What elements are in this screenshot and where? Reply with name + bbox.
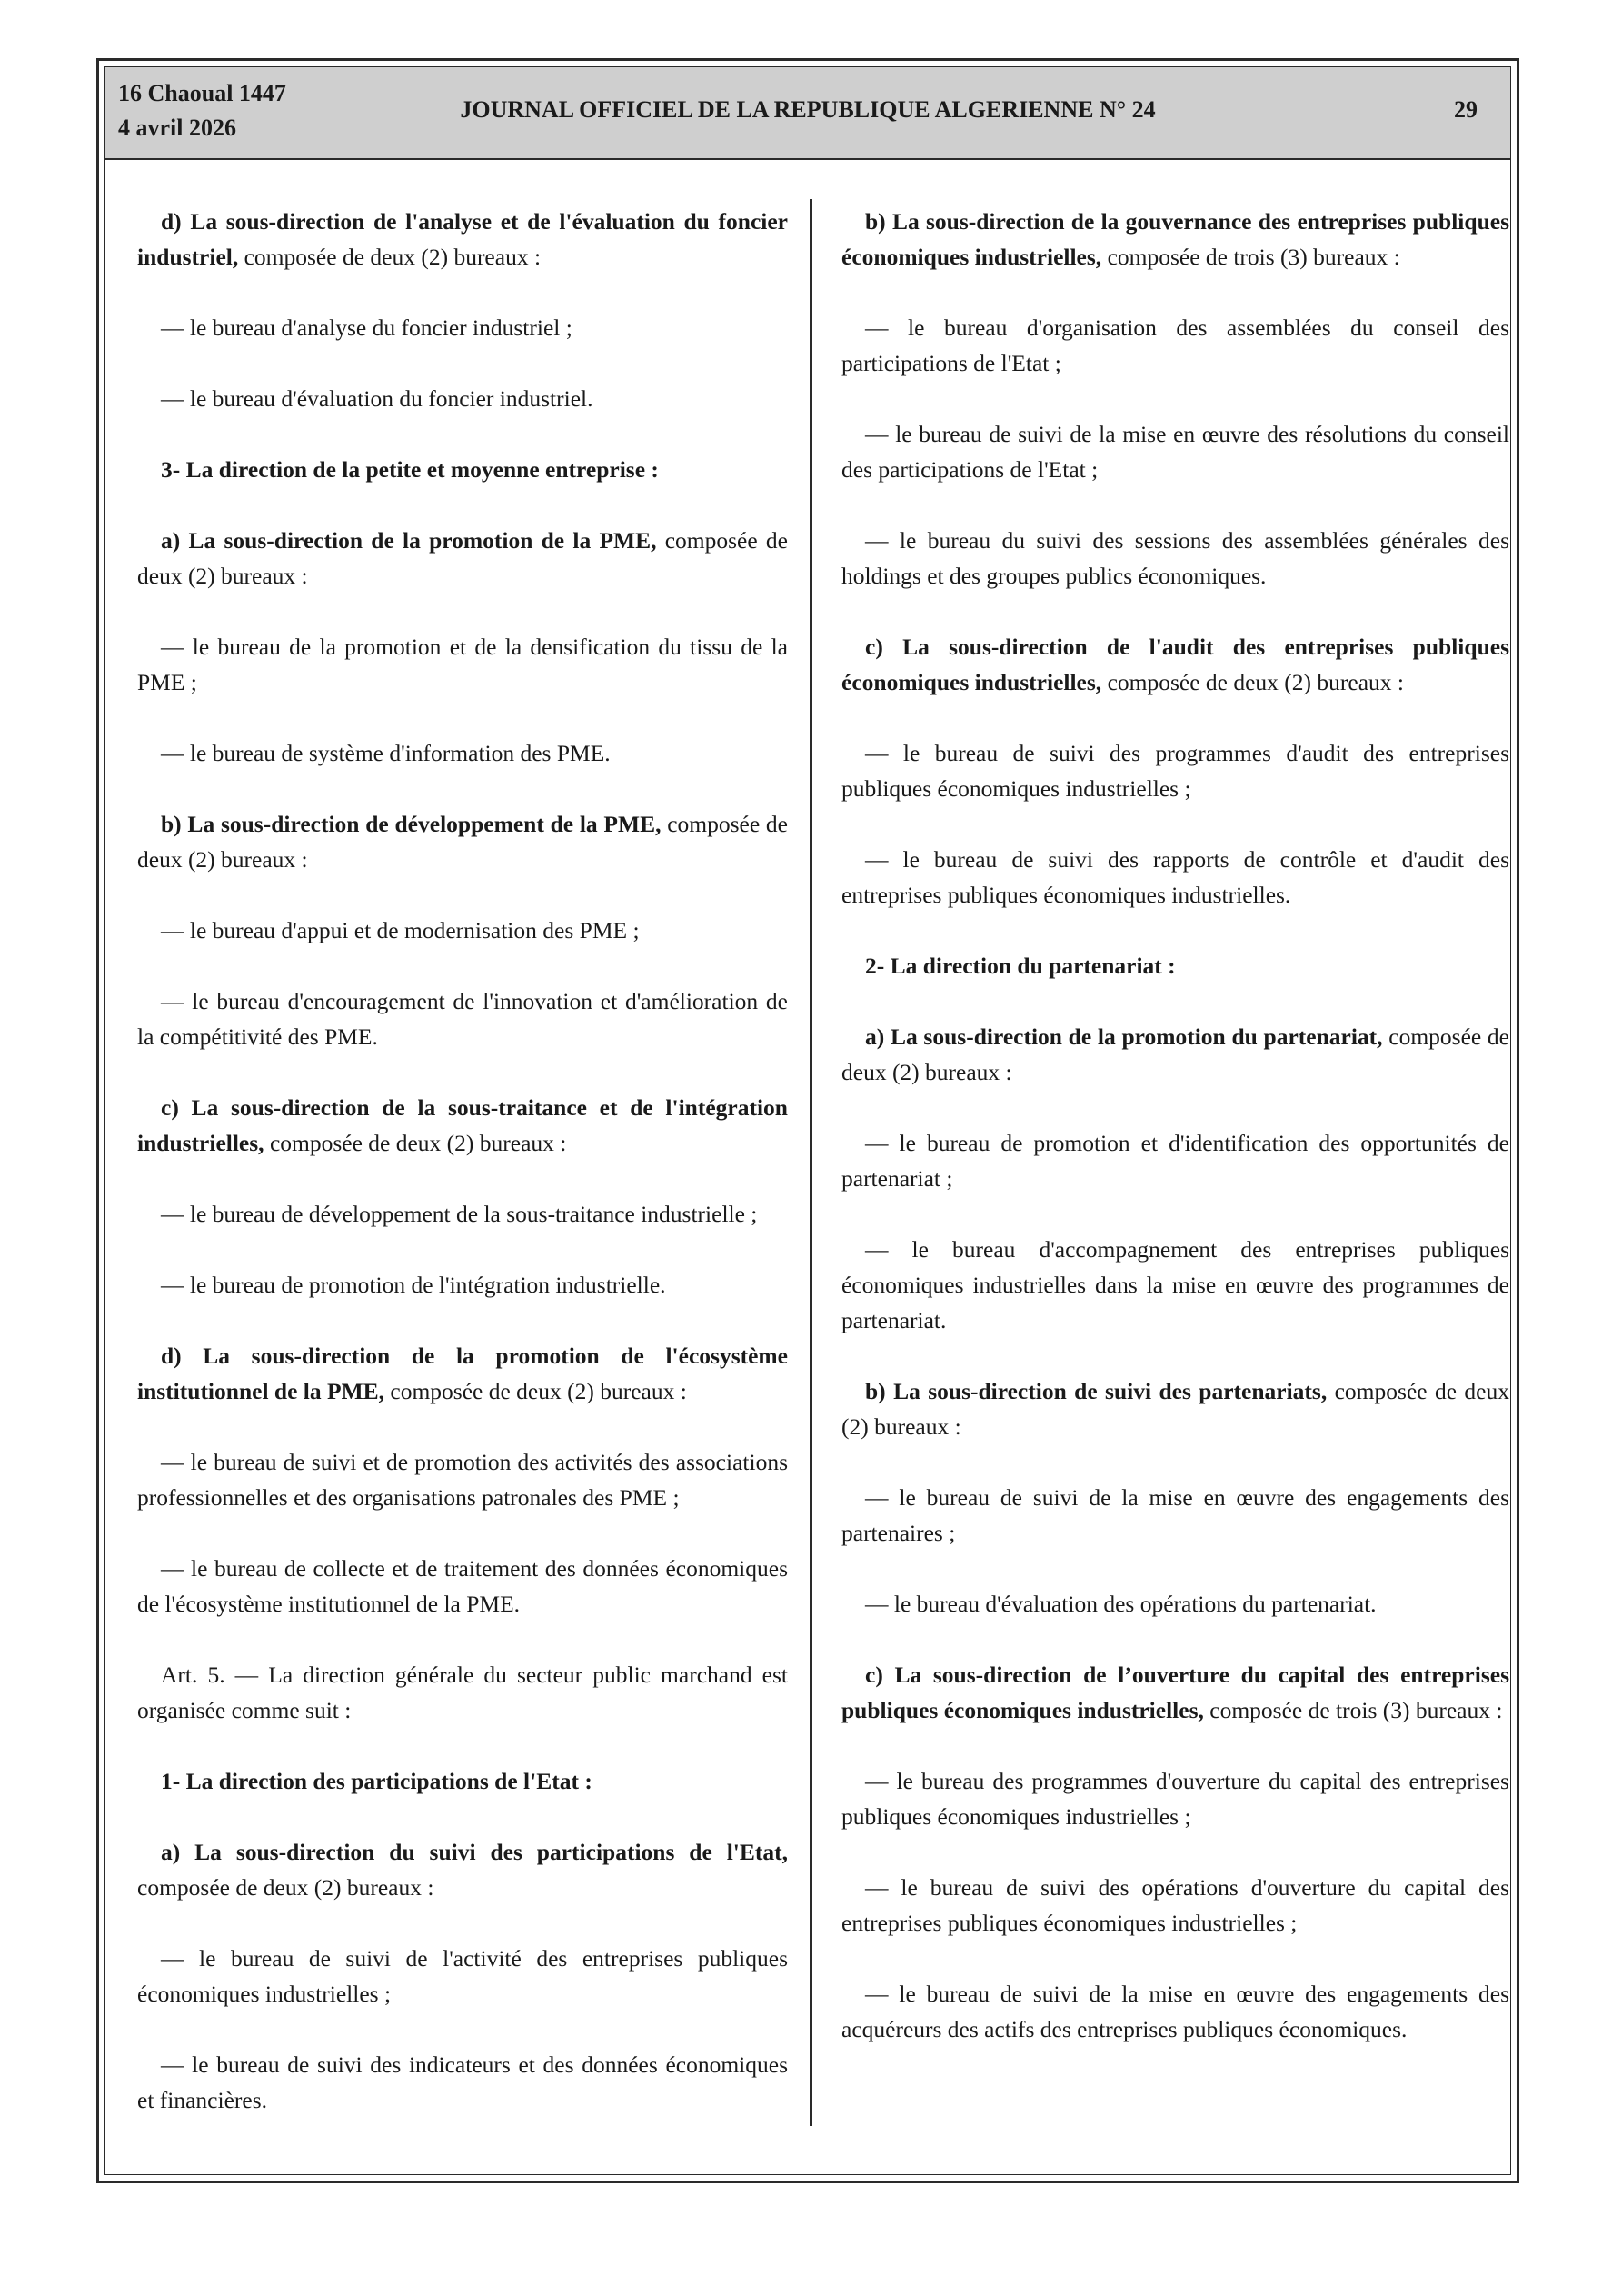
paragraph <box>137 1090 788 1161</box>
paragraph-text: composée de deux (2) bureaux : <box>1101 669 1404 695</box>
paragraph-heading: c) La sous-direction de l’ouverture du capital des entreprises publiques économiques industrielles, <box>841 1662 1509 1723</box>
paragraph <box>841 523 1509 594</box>
paragraph <box>841 204 1509 275</box>
paragraph-text: — le bureau de suivi de la mise en œuvre des engagements des acquéreurs des actifs des entreprises publiques économiques. <box>841 1981 1509 2042</box>
paragraph <box>137 1196 788 1232</box>
paragraph-heading: a) La sous-direction de la promotion du partenariat, <box>865 1023 1383 1050</box>
paragraph <box>137 523 788 594</box>
right-column <box>841 204 1509 2082</box>
paragraph-text: composée de deux (2) bureaux : <box>841 1378 1509 1440</box>
paragraph <box>137 1657 788 1728</box>
paragraph-text: — le bureau d'évaluation du foncier industriel. <box>161 385 593 412</box>
paragraph-text: — le bureau d'encouragement de l'innovation et d'amélioration de la compétitivité des PME. <box>137 988 788 1050</box>
paragraph <box>841 1480 1509 1551</box>
paragraph <box>841 1125 1509 1196</box>
paragraph-heading: c) La sous-direction de la sous-traitance et de l'intégration industrielles, <box>137 1094 788 1156</box>
paragraph-text: composée de deux (2) bureaux : <box>137 811 788 873</box>
paragraph <box>137 310 788 345</box>
paragraph <box>841 948 1509 983</box>
paragraph <box>137 1763 788 1799</box>
paragraph <box>841 842 1509 913</box>
paragraph-text: composée de deux (2) bureaux : <box>238 244 542 270</box>
journal-title: JOURNAL OFFICIEL DE LA REPUBLIQUE ALGERIENNE N° 24 <box>460 96 1156 123</box>
paragraph <box>137 1267 788 1303</box>
paragraph <box>841 310 1509 381</box>
journal-header <box>105 67 1510 160</box>
paragraph-text: — le bureau de suivi de l'activité des entreprises publiques économiques industrielles ; <box>137 1945 788 2007</box>
paragraph <box>137 1551 788 1622</box>
paragraph-text: — le bureau de collecte et de traitement des données économiques de l'écosystème institutionnel de la PME. <box>137 1555 788 1617</box>
page-frame <box>96 58 1519 2183</box>
paragraph <box>841 1373 1509 1444</box>
paragraph-text: — le bureau d'évaluation des opérations du partenariat. <box>865 1591 1377 1617</box>
paragraph-text: — le bureau du suivi des sessions des assemblées générales des holdings et des groupes publics économiques. <box>841 527 1509 589</box>
paragraph-text: — le bureau de promotion de l'intégration industrielle. <box>161 1272 666 1298</box>
paragraph-heading: 1- La direction des participations de l'Etat : <box>161 1768 592 1794</box>
paragraph-heading: c) La sous-direction de l'audit des entreprises publiques économiques industrielles, <box>841 634 1509 695</box>
paragraph <box>841 1019 1509 1090</box>
paragraph-heading: 2- La direction du partenariat : <box>865 953 1176 979</box>
paragraph <box>137 381 788 416</box>
paragraph-heading: d) La sous-direction de l'analyse et de l'évaluation du foncier industriel, <box>137 208 788 270</box>
paragraph-text: — le bureau d'organisation des assemblées du conseil des participations de l'Etat ; <box>841 314 1509 376</box>
paragraph <box>841 629 1509 700</box>
paragraph <box>137 204 788 275</box>
paragraph-text: — le bureau d'accompagnement des entreprises publiques économiques industrielles dans la mise en œuvre des programmes de partenariat. <box>841 1236 1509 1333</box>
paragraph-text: — le bureau de développement de la sous-traitance industrielle ; <box>161 1201 758 1227</box>
paragraph-text: composée de deux (2) bureaux : <box>264 1130 567 1156</box>
paragraph <box>841 1763 1509 1834</box>
paragraph <box>137 1444 788 1515</box>
paragraph-heading: a) La sous-direction de la promotion de la PME, <box>161 527 657 554</box>
paragraph-text: — le bureau d'appui et de modernisation des PME ; <box>161 917 640 943</box>
paragraph <box>841 735 1509 806</box>
paragraph <box>841 1870 1509 1941</box>
paragraph-heading: b) La sous-direction de la gouvernance des entreprises publiques économiques industrielles, <box>841 208 1509 270</box>
paragraph-text: — le bureau de promotion et d'identification des opportunités de partenariat ; <box>841 1130 1509 1192</box>
paragraph-text: — le bureau de suivi de la mise en œuvre des engagements des partenaires ; <box>841 1484 1509 1546</box>
paragraph-text: — le bureau des programmes d'ouverture du capital des entreprises publiques économiques industrielles ; <box>841 1768 1509 1830</box>
paragraph <box>841 1657 1509 1728</box>
paragraph <box>841 1586 1509 1622</box>
paragraph-text: composée de deux (2) bureaux : <box>137 527 789 589</box>
paragraph <box>841 1232 1509 1338</box>
paragraph-text: — le bureau de suivi des opérations d'ouverture du capital des entreprises publiques économiques industrielles ; <box>841 1874 1509 1936</box>
paragraph-heading: b) La sous-direction de suivi des partenariats, <box>865 1378 1328 1404</box>
paragraph-heading: d) La sous-direction de la promotion de l'écosystème institutionnel de la PME, <box>137 1343 788 1404</box>
paragraph <box>137 806 788 877</box>
paragraph <box>137 1834 788 1905</box>
header-date-gregorian: 4 avril 2026 <box>118 115 236 141</box>
header-date-hijri: 16 Chaoual 1447 <box>118 80 286 106</box>
paragraph-text: — le bureau de la promotion et de la densification du tissu de la PME ; <box>137 634 788 695</box>
paragraph <box>137 983 788 1054</box>
paragraph <box>137 2047 788 2118</box>
paragraph-text: composée de deux (2) bureaux : <box>841 1023 1510 1085</box>
paragraph-text: — le bureau de suivi des programmes d'audit des entreprises publiques économiques industrielles ; <box>841 740 1509 802</box>
paragraph <box>137 629 788 700</box>
paragraph-text: composée de deux (2) bureaux : <box>384 1378 687 1404</box>
paragraph-text: — le bureau de suivi de la mise en œuvre des résolutions du conseil des participations de l'Etat ; <box>841 421 1509 483</box>
column-divider <box>810 199 812 2126</box>
paragraph-heading: a) La sous-direction du suivi des participations de l'Etat, <box>161 1839 788 1865</box>
paragraph-text: — le bureau d'analyse du foncier industriel ; <box>161 314 572 341</box>
paragraph-text: — le bureau de suivi des indicateurs et des données économiques et financières. <box>137 2051 788 2113</box>
paragraph-heading: 3- La direction de la petite et moyenne entreprise : <box>161 456 659 483</box>
left-column <box>137 204 788 2153</box>
paragraph <box>841 416 1509 487</box>
paragraph-heading: b) La sous-direction de développement de la PME, <box>161 811 662 837</box>
page-number: 29 <box>1454 96 1478 123</box>
paragraph-text: composée de trois (3) bureaux : <box>1101 244 1400 270</box>
paragraph-text: composée de trois (3) bureaux : <box>1203 1697 1503 1723</box>
paragraph <box>841 1976 1509 2047</box>
paragraph-text: Art. 5. — La direction générale du secteur public marchand est organisée comme suit : <box>137 1662 788 1723</box>
paragraph <box>137 1338 788 1409</box>
paragraph <box>137 452 788 487</box>
paragraph-text: — le bureau de suivi et de promotion des activités des associations professionnelles et des organisations patronales des PME ; <box>137 1449 788 1511</box>
paragraph <box>137 913 788 948</box>
paragraph-text: — le bureau de suivi des rapports de contrôle et d'audit des entreprises publiques économiques industrielles. <box>841 846 1509 908</box>
paragraph <box>137 735 788 771</box>
paragraph-text: — le bureau de système d'information des PME. <box>161 740 611 766</box>
page-frame-inner <box>104 66 1511 2175</box>
paragraph-text: composée de deux (2) bureaux : <box>137 1874 434 1901</box>
paragraph <box>137 1941 788 2011</box>
